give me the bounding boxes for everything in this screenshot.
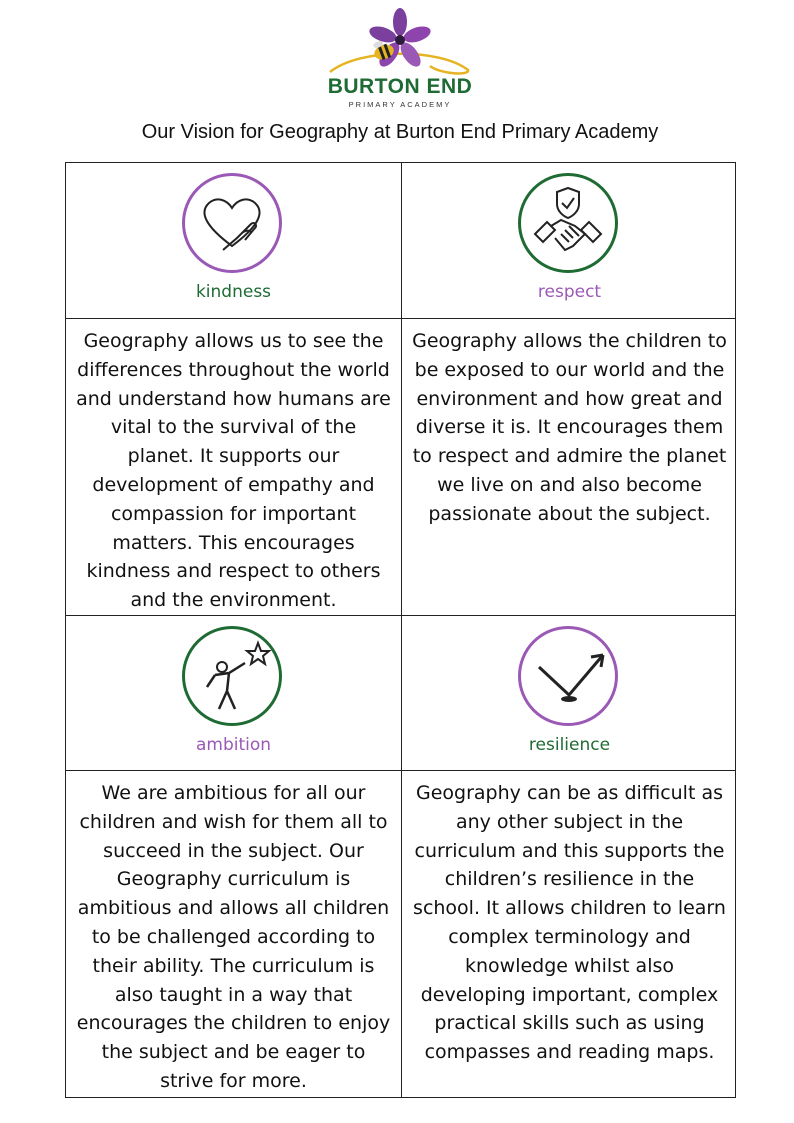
resilience-text-cell bbox=[402, 771, 737, 1097]
kindness-icon-cell bbox=[66, 163, 401, 318]
school-logo bbox=[320, 8, 480, 108]
bounce-arrow-icon bbox=[521, 629, 615, 723]
resilience-badge bbox=[518, 626, 618, 726]
ambition-icon-cell bbox=[66, 616, 401, 771]
ambition-badge bbox=[182, 626, 282, 726]
respect-badge bbox=[518, 173, 618, 273]
kindness-label: kindness bbox=[195, 282, 272, 302]
logo-school-name: BURTON END bbox=[327, 75, 473, 98]
logo-subtitle: PRIMARY ACADEMY bbox=[348, 100, 452, 109]
values-table bbox=[65, 162, 736, 1098]
respect-label: respect bbox=[537, 282, 602, 302]
respect-description: Geography allows the children to be exposed to our world and the environment and how great and diverse it is. It encourages them to respect and admire the planet we live on and also become passionate about the subject. bbox=[412, 330, 727, 525]
respect-icon-cell bbox=[402, 163, 737, 318]
reaching-star-icon bbox=[185, 629, 279, 723]
page-title: Our Vision for Geography at Burton End Primary Academy bbox=[141, 121, 659, 143]
flower-bee-logo-icon bbox=[320, 8, 480, 78]
kindness-badge bbox=[182, 173, 282, 273]
ambition-description: We are ambitious for all our children and wish for them all to succeed in the subject. Our Geography curriculum is ambitious and allows all children to be challenged according to their ability. The curriculum is also taught in a way that encourages the children to enjoy the subject and be eager to strive for more. bbox=[76, 782, 391, 1092]
heart-hand-icon bbox=[185, 176, 279, 270]
handshake-shield-icon bbox=[521, 176, 615, 270]
resilience-description: Geography can be as difficult as any other subject in the curriculum and this supports the children’s resilience in the school. It allows children to learn complex terminology and knowledge whilst also developing important, complex practical skills such as using compasses and reading maps. bbox=[413, 782, 726, 1064]
ambition-text-cell bbox=[66, 771, 401, 1097]
ambition-label: ambition bbox=[195, 735, 272, 755]
respect-text-cell bbox=[402, 319, 737, 615]
resilience-label: resilience bbox=[528, 735, 611, 755]
kindness-description: Geography allows us to see the differences throughout the world and understand how humans are vital to the survival of the planet. It supports our development of empathy and compassion for important matters. This encourages kindness and respect to others and the environment. bbox=[76, 330, 391, 612]
kindness-text-cell bbox=[66, 319, 401, 615]
resilience-icon-cell bbox=[402, 616, 737, 771]
